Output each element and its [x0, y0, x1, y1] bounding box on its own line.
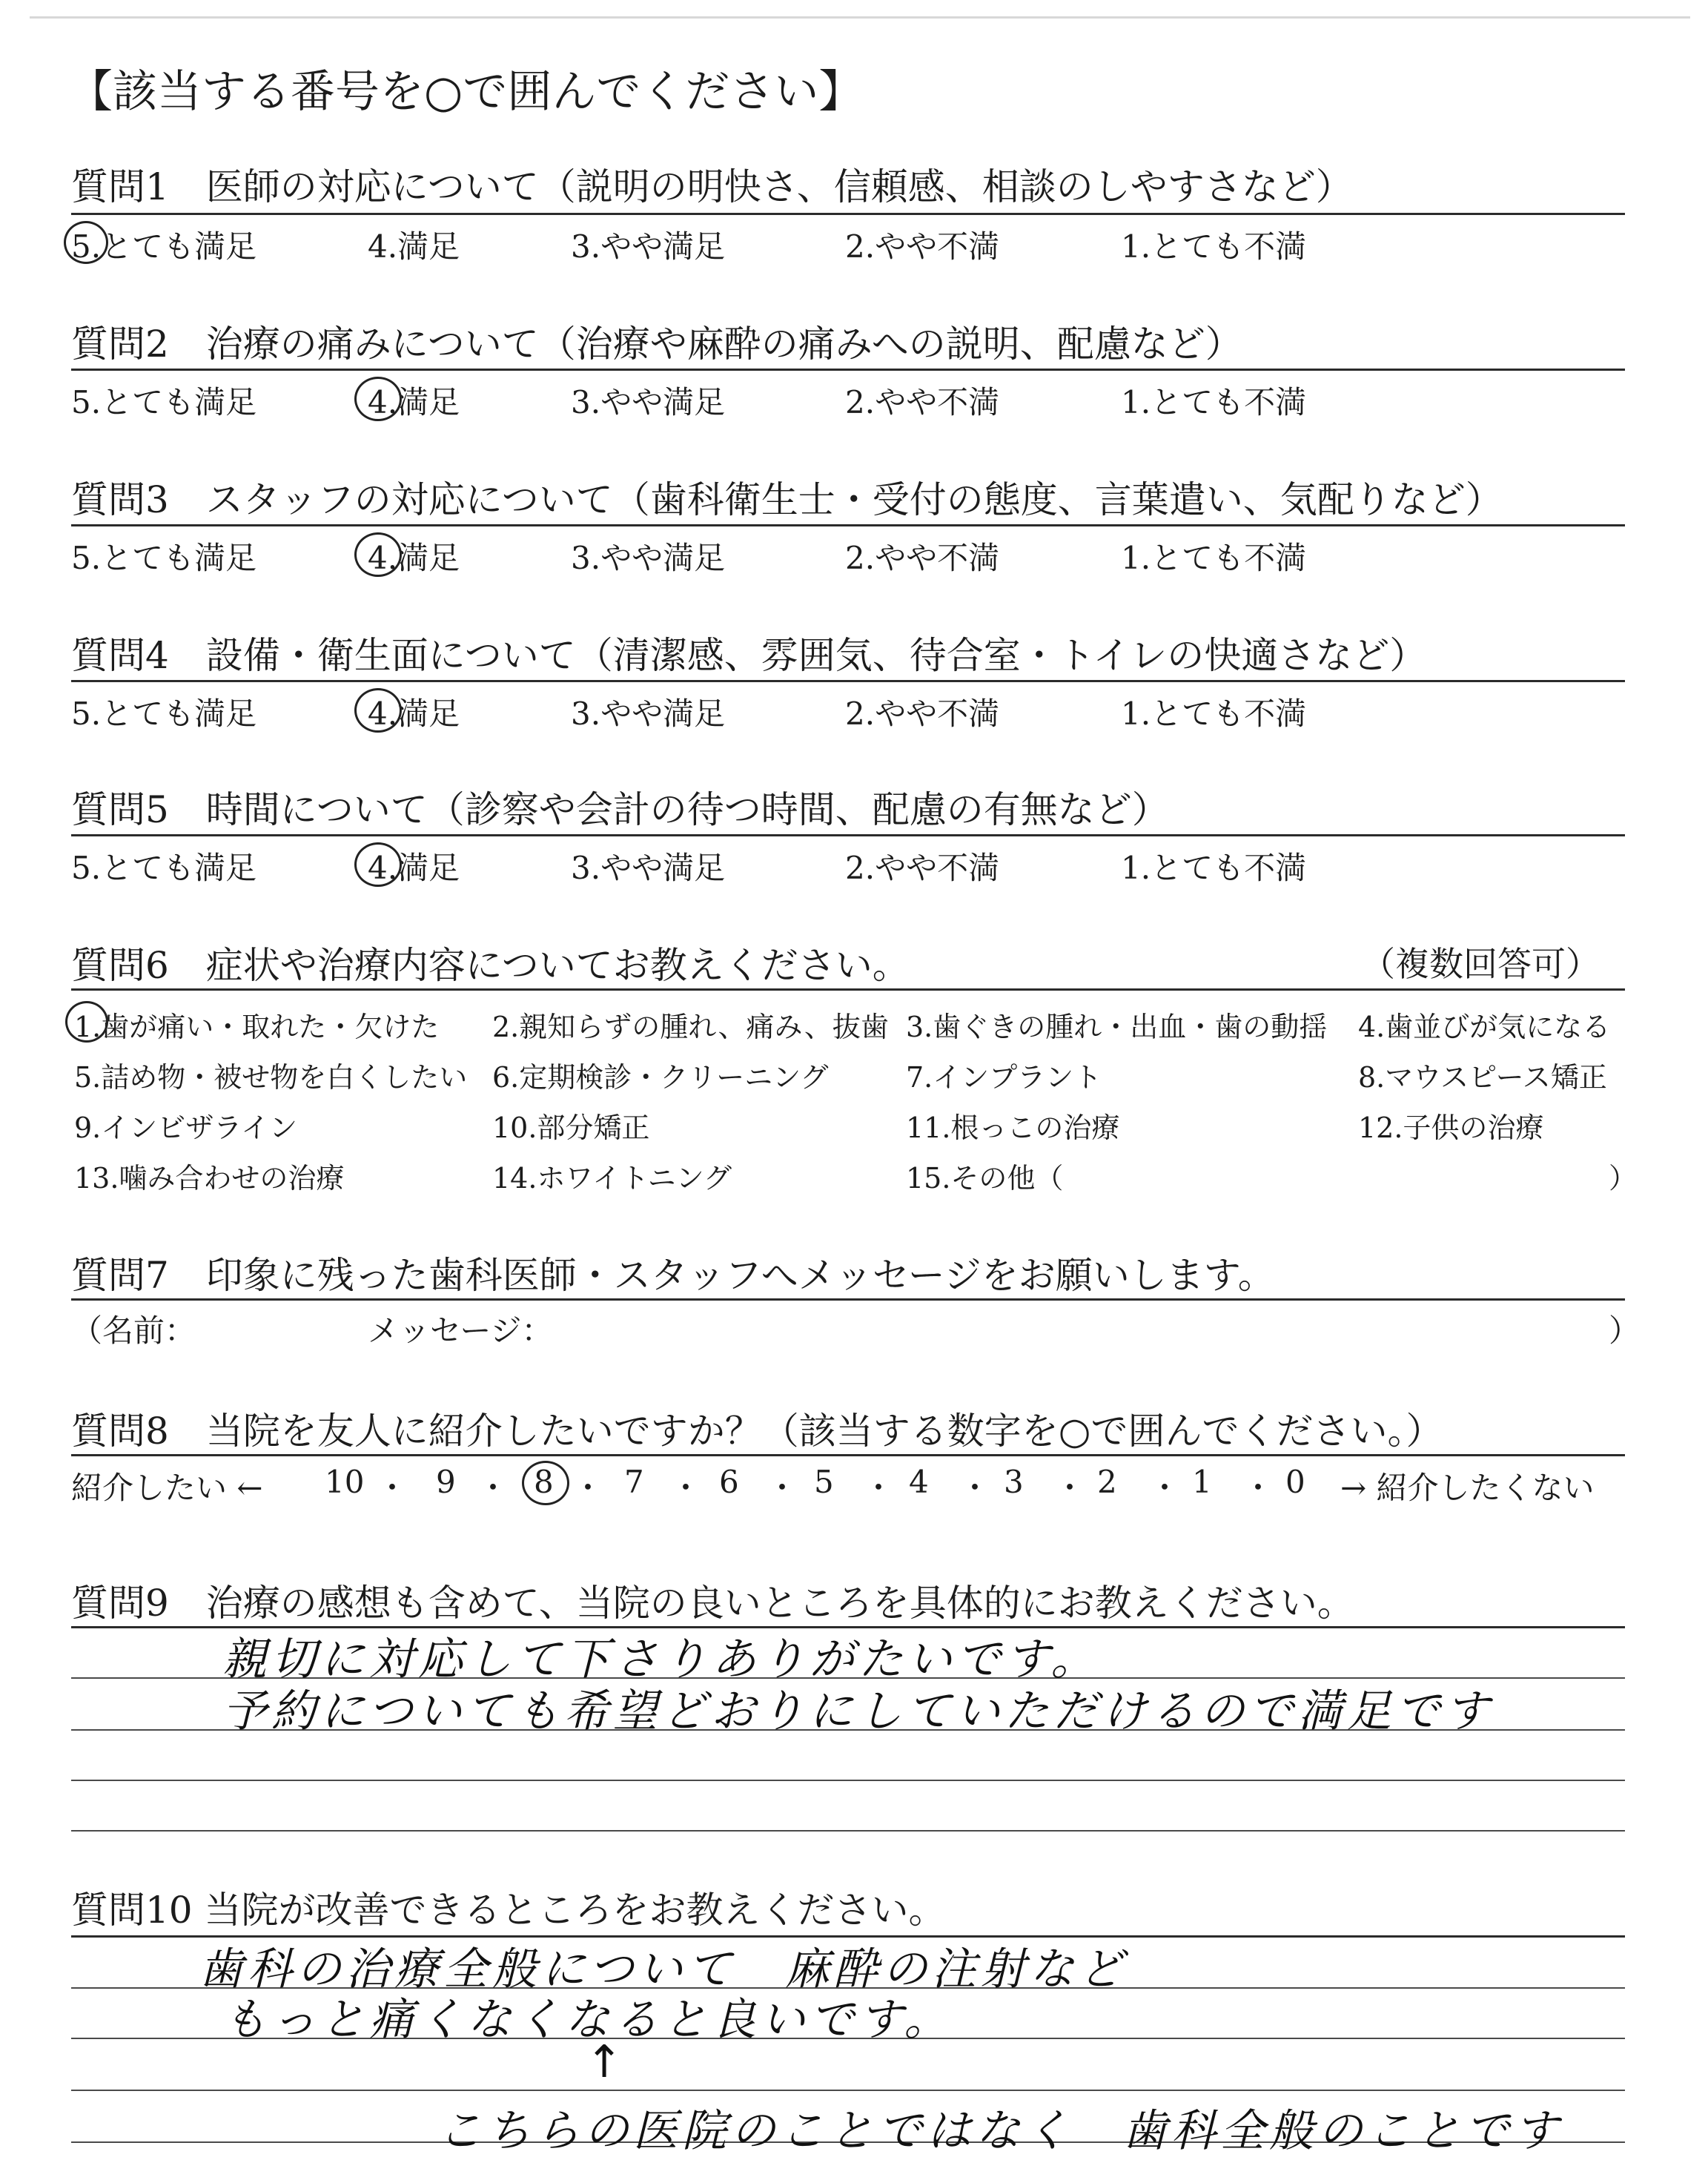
q8-dot: ・ [1242, 1470, 1274, 1506]
q8-selected-circle [522, 1461, 569, 1505]
q5-option-4[interactable]: 4.満足 [368, 850, 460, 886]
page-heading: 【該当する番号を○で囲んでください】 [68, 66, 864, 118]
q6-option-15[interactable]: 15.その他（ [906, 1162, 1064, 1195]
q8-dot: ・ [1054, 1470, 1086, 1506]
q6-option-14[interactable]: 14.ホワイトニング [492, 1162, 732, 1195]
q6-option-13[interactable]: 13.噛み合わせの治療 [74, 1162, 345, 1195]
q2-option-2[interactable]: 2.やや不満 [845, 384, 1000, 420]
q8-scale-10[interactable]: 10 [325, 1464, 365, 1500]
q1-option-5[interactable]: 5.とても満足 [71, 228, 257, 265]
q9-title: 質問9 治療の感想も含めて、当院の良いところを具体的にお教えください。 [71, 1582, 1354, 1625]
q6-title: 質問6 症状や治療内容についてお教えください。 [71, 944, 910, 987]
q3-option-2[interactable]: 2.やや不満 [845, 540, 1000, 576]
q5-option-1[interactable]: 1.とても不満 [1121, 850, 1307, 886]
q6-rule [71, 988, 1625, 991]
q2-option-4[interactable]: 4.満足 [368, 384, 460, 420]
q8-scale-8[interactable]: 8 [534, 1464, 554, 1500]
q3-option-1[interactable]: 1.とても不満 [1121, 540, 1307, 576]
q2-option-5[interactable]: 5.とても満足 [71, 384, 257, 420]
q7-title: 質問7 印象に残った歯科医師・スタッフへメッセージをお願いします。 [71, 1254, 1275, 1297]
q8-dot: ・ [477, 1470, 509, 1506]
q9-handwritten-line-1: 親切に対応して下さりありがたいです。 [222, 1634, 1100, 1685]
q8-scale-9[interactable]: 9 [436, 1464, 456, 1500]
q1-option-3[interactable]: 3.やや満足 [571, 228, 726, 265]
q2-option-3[interactable]: 3.やや満足 [571, 384, 726, 420]
q6-option-5[interactable]: 5.詰め物・被せ物を白くしたい [74, 1061, 468, 1094]
q9-handwritten-line-2: 予約についても希望どおりにしていただけるので満足です [222, 1685, 1494, 1737]
q6-option-12[interactable]: 12.子供の治療 [1358, 1112, 1544, 1144]
q2-selected-circle [354, 377, 402, 421]
q6-option-10[interactable]: 10.部分矯正 [492, 1112, 650, 1144]
q4-option-4[interactable]: 4.満足 [368, 696, 460, 732]
q6-option-1[interactable]: 1.歯が痛い・取れた・欠けた [74, 1011, 440, 1043]
q6-option-7[interactable]: 7.インプラント [906, 1061, 1102, 1094]
q3-rule [71, 524, 1625, 526]
q8-title: 質問8 当院を友人に紹介したいですか？（該当する数字を○で囲んでください。） [71, 1410, 1443, 1453]
q7-rule [71, 1298, 1625, 1301]
q8-scale-2[interactable]: 2 [1097, 1464, 1117, 1500]
q8-dot: ・ [572, 1470, 604, 1506]
q4-option-5[interactable]: 5.とても満足 [71, 696, 257, 732]
q4-option-1[interactable]: 1.とても不満 [1121, 696, 1307, 732]
q6-option-8[interactable]: 8.マウスピース矯正 [1358, 1061, 1607, 1094]
q8-dot: ・ [670, 1470, 702, 1506]
q2-title: 質問2 治療の痛みについて（治療や麻酔の痛みへの説明、配慮など） [71, 323, 1242, 366]
q10-handwritten-line-1: 歯科の治療全般について 麻酔の注射など [199, 1943, 1128, 1995]
q1-rule [71, 213, 1625, 215]
q10-arrow: ↑ [586, 2036, 628, 2088]
top-border [30, 16, 1690, 19]
q8-rule [71, 1454, 1625, 1456]
q6-option-6[interactable]: 6.定期検診・クリーニング [492, 1061, 829, 1094]
q7-name-label: （名前： [71, 1312, 196, 1349]
q9-rule-5 [71, 1830, 1625, 1832]
q3-selected-circle [354, 532, 402, 577]
q4-rule [71, 680, 1625, 682]
q8-dot: ・ [377, 1470, 408, 1506]
q5-option-5[interactable]: 5.とても満足 [71, 850, 257, 886]
q4-title: 質問4 設備・衛生面について（清潔感、雰囲気、待合室・トイレの快適さなど） [71, 634, 1427, 677]
q5-option-3[interactable]: 3.やや満足 [571, 850, 726, 886]
q5-title: 質問5 時間について（診察や会計の待つ時間、配慮の有無など） [71, 788, 1169, 831]
q8-scale-0[interactable]: 0 [1285, 1464, 1305, 1500]
q5-selected-circle [354, 842, 402, 887]
q8-dot: ・ [959, 1470, 991, 1506]
q7-message-label: メッセージ： [368, 1312, 553, 1349]
q6-option-4[interactable]: 4.歯並びが気になる [1358, 1011, 1611, 1043]
q1-option-1[interactable]: 1.とても不満 [1121, 228, 1307, 265]
q1-title: 質問1 医師の対応について（説明の明快さ、信頼感、相談のしやすさなど） [71, 165, 1353, 208]
q8-dot: ・ [863, 1470, 895, 1506]
q5-option-2[interactable]: 2.やや不満 [845, 850, 1000, 886]
q8-scale-1[interactable]: 1 [1192, 1464, 1212, 1500]
q6-option-9[interactable]: 9.インビザライン [74, 1112, 298, 1144]
q8-dot: ・ [1149, 1470, 1181, 1506]
q10-handwritten-line-2: もっと痛くなくなると良いです。 [222, 1994, 953, 2046]
q6-option-3[interactable]: 3.歯ぐきの腫れ・出血・歯の動揺 [906, 1011, 1328, 1043]
q6-option-2[interactable]: 2.親知らずの腫れ、痛み、抜歯 [492, 1011, 889, 1043]
q8-scale-5[interactable]: 5 [814, 1464, 834, 1500]
q2-option-1[interactable]: 1.とても不満 [1121, 384, 1307, 420]
q9-rule-4 [71, 1780, 1625, 1781]
q8-scale-3[interactable]: 3 [1004, 1464, 1024, 1500]
q3-option-3[interactable]: 3.やや満足 [571, 540, 726, 576]
q4-option-2[interactable]: 2.やや不満 [845, 696, 1000, 732]
q6-option-15-close: ） [1609, 1162, 1638, 1195]
q8-scale-6[interactable]: 6 [719, 1464, 739, 1500]
q3-option-5[interactable]: 5.とても満足 [71, 540, 257, 576]
q4-option-3[interactable]: 3.やや満足 [571, 696, 726, 732]
q3-option-4[interactable]: 4.満足 [368, 540, 460, 576]
q10-title: 質問10 当院が改善できるところをお教えください。 [71, 1889, 946, 1932]
q8-left-label: 紹介したい ← [71, 1470, 263, 1506]
q1-option-4[interactable]: 4.満足 [368, 228, 460, 265]
q10-rule-4 [71, 2090, 1625, 2091]
q2-rule [71, 369, 1625, 371]
q3-title: 質問3 スタッフの対応について（歯科衛生士・受付の態度、言葉遣い、気配りなど） [71, 478, 1503, 521]
q8-scale-4[interactable]: 4 [909, 1464, 929, 1500]
q6-multiple-note: （複数回答可） [1361, 944, 1600, 984]
q8-scale-7[interactable]: 7 [624, 1464, 644, 1500]
q6-option-11[interactable]: 11.根っこの治療 [906, 1112, 1120, 1144]
q7-close-paren: ） [1609, 1312, 1641, 1349]
q5-rule [71, 834, 1625, 836]
q10-handwritten-line-3: こちらの医院のことではなく 歯科全般のことです [437, 2105, 1563, 2157]
q1-selected-circle [64, 221, 108, 264]
q4-selected-circle [354, 688, 402, 733]
q8-dot: ・ [767, 1470, 798, 1506]
q8-right-label: → 紹介したくない [1340, 1470, 1595, 1506]
q6-selected-circle [65, 1001, 108, 1043]
q1-option-2[interactable]: 2.やや不満 [845, 228, 1000, 265]
